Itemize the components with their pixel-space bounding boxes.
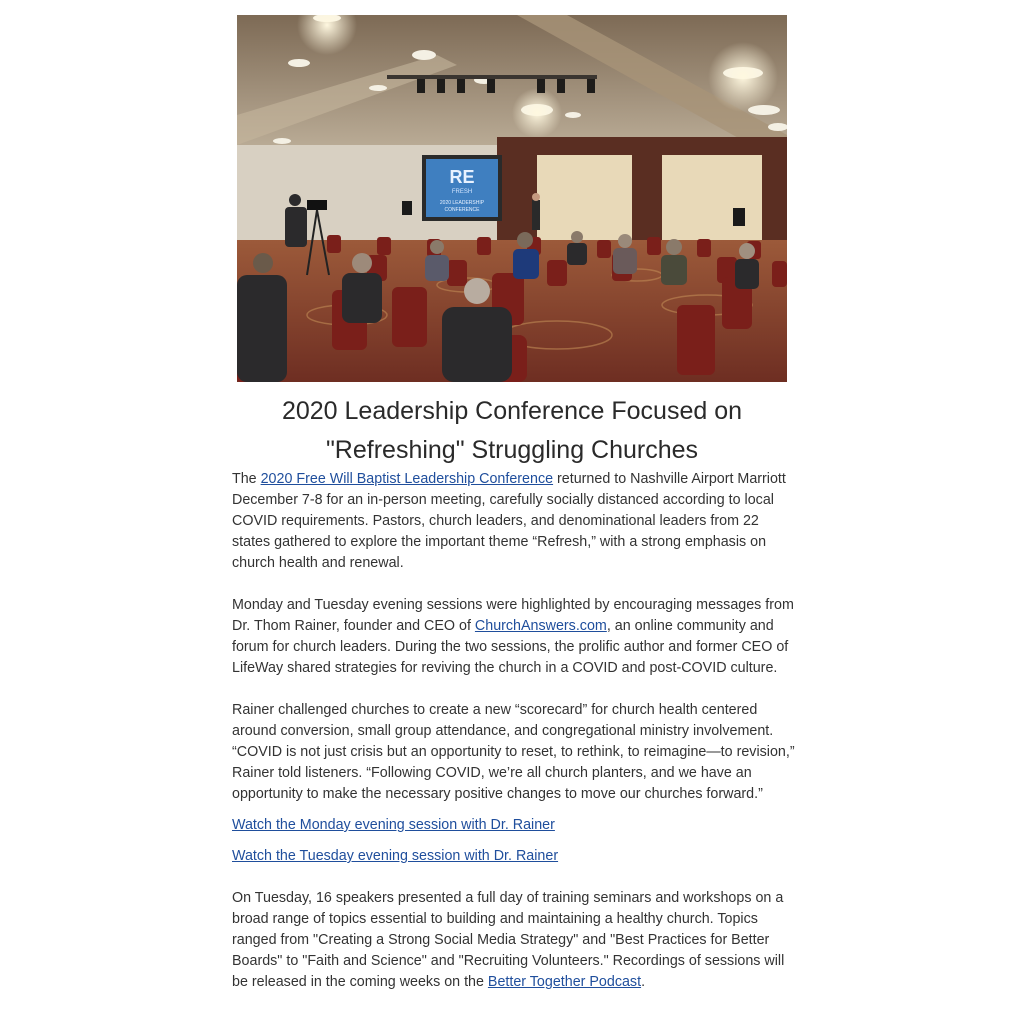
paragraph-scorecard: Rainer challenged churches to create a new “scorecard” for church health centered around conversion, small group attendance, and congregational ministry involvement. “COVID is not just crisis but an opportunity to reset, to rethink, to reimagine—to revision,” Rainer told listeners. “Following COVID, we’re all church planters, and we have an opportunity to make the necessary positive changes to move our churches forward.”: [232, 702, 795, 802]
paragraph-seminars-text-1: On Tuesday, 16 speakers presented a full day of training seminars and workshops on a broad range of topics essential to building and maintaining a healthy church. Topics ranged from "Creating a Strong Social Media Strategy" and "Best Practices for Better Boards" to "Faith and Science" and "Recruiting Volunteers." Recordings of sessions will be released in the coming weeks on the: [232, 890, 785, 990]
article-title: [232, 392, 792, 470]
title-line-2: "Refreshing" Struggling Churches: [325, 436, 699, 464]
better-together-podcast-link[interactable]: Better Together Podcast: [487, 974, 642, 990]
conference-photo: [237, 15, 787, 382]
screen-line-1: 2020 LEADERSHIP: [439, 200, 485, 206]
paragraph-intro-text-2: returned to Nashville Airport Marriott December 7-8 for an in-person meeting, carefully socially distanced according to local COVID requirements. Pastors, church leaders, and denominational leaders from 22 states gathered to explore the important theme “Refresh,” with a strong emphasis on church health and renewal.: [232, 471, 786, 571]
title-line-1: 2020 Leadership Conference Focused on: [281, 397, 743, 425]
tuesday-session-paragraph: [232, 846, 796, 867]
paragraph-rainer-text-2: , an online community and forum for church leaders. During the two sessions, the prolific author and former CEO of LifeWay shared strategies for reviving the church in a COVID and post-COVID culture.: [232, 618, 789, 676]
paragraph-seminars-text-2: .: [641, 974, 646, 990]
monday-session-link[interactable]: Watch the Monday evening session with Dr. Rainer: [232, 817, 555, 833]
screen-subtitle: FRESH: [451, 189, 473, 195]
paragraph-rainer: [232, 595, 796, 679]
paragraph-rainer-text-1: Monday and Tuesday evening sessions were highlighted by encouraging messages from Dr. Thom Rainer, founder and CEO of: [232, 597, 794, 634]
paragraph-intro: [232, 469, 796, 574]
churchanswers-link[interactable]: ChurchAnswers.com: [474, 618, 607, 634]
tuesday-session-link[interactable]: Watch the Tuesday evening session with Dr. Rainer: [232, 848, 559, 864]
leadership-conference-link[interactable]: 2020 Free Will Baptist Leadership Conference: [260, 471, 554, 487]
screen-title: RE: [449, 167, 475, 187]
article-body: [232, 469, 796, 993]
paragraph-seminars: [232, 888, 796, 993]
monday-session-paragraph: [232, 815, 796, 836]
paragraph-intro-text-1: The: [232, 471, 261, 487]
screen-line-2: CONFERENCE: [444, 207, 480, 213]
